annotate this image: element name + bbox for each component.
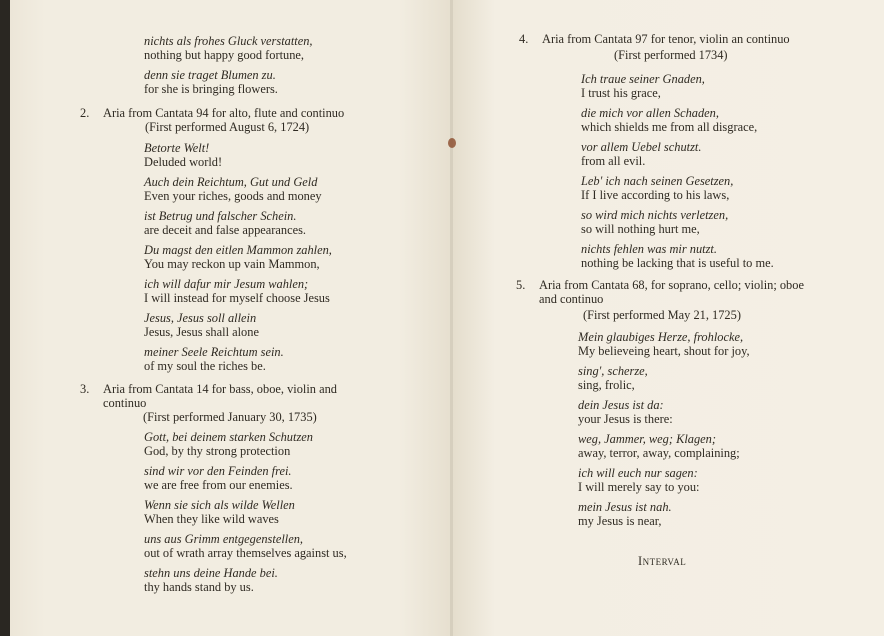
english-line: God, by thy strong protection bbox=[144, 444, 291, 458]
aria-2-heading bbox=[80, 106, 403, 134]
stanza bbox=[578, 330, 868, 358]
english-line: my Jesus is near, bbox=[578, 514, 662, 528]
staple-stain bbox=[448, 138, 456, 148]
stanza bbox=[581, 174, 871, 202]
english-line: for she is bringing flowers. bbox=[144, 82, 278, 96]
german-line: Wenn sie sich als wilde Wellen bbox=[144, 498, 295, 512]
aria-3-heading bbox=[80, 382, 403, 424]
performance-date: (First performed 1734) bbox=[614, 48, 728, 62]
aria-title: Aria from Cantata 97 for tenor, violin an continuo bbox=[542, 32, 790, 46]
english-line: Jesus, Jesus shall alone bbox=[144, 325, 259, 339]
stanza bbox=[581, 72, 871, 100]
aria-title-line-2: continuo bbox=[103, 396, 147, 410]
english-line: sing, frolic, bbox=[578, 378, 635, 392]
german-line: denn sie traget Blumen zu. bbox=[144, 68, 276, 82]
aria-4-heading bbox=[519, 32, 842, 62]
english-line: nothing be lacking that is useful to me. bbox=[581, 256, 774, 270]
stanza bbox=[581, 140, 871, 168]
german-line: vor allem Uebel schutzt. bbox=[581, 140, 702, 154]
english-line: I will instead for myself choose Jesus bbox=[144, 291, 330, 305]
german-line: mein Jesus ist nah. bbox=[578, 500, 672, 514]
english-line: your Jesus is there: bbox=[578, 412, 673, 426]
german-line: nichts fehlen was mir nutzt. bbox=[581, 242, 717, 256]
aria-title-line-1: Aria from Cantata 14 for bass, oboe, violin and bbox=[103, 382, 337, 396]
stanza bbox=[144, 430, 434, 458]
german-line: Jesus, Jesus soll allein bbox=[144, 311, 257, 325]
stanza bbox=[578, 500, 868, 528]
english-line: You may reckon up vain Mammon, bbox=[144, 257, 320, 271]
aria-number: 5. bbox=[516, 278, 526, 292]
english-line: thy hands stand by us. bbox=[144, 580, 254, 594]
english-line: which shields me from all disgrace, bbox=[581, 120, 758, 134]
german-line: sind wir vor den Feinden frei. bbox=[144, 464, 292, 478]
aria-title: Aria from Cantata 94 for alto, flute and continuo bbox=[103, 106, 345, 120]
german-line: ich will dafur mir Jesum wahlen; bbox=[144, 277, 309, 291]
german-line: Ich traue seiner Gnaden, bbox=[581, 72, 705, 86]
german-line: so wird mich nichts verletzen, bbox=[581, 208, 729, 222]
stanza bbox=[144, 345, 434, 373]
german-line: dein Jesus ist da: bbox=[578, 398, 664, 412]
aria-number: 4. bbox=[519, 32, 529, 46]
stanza bbox=[144, 566, 434, 594]
performance-date: (First performed August 6, 1724) bbox=[145, 120, 310, 134]
english-line: I will merely say to you: bbox=[578, 480, 700, 494]
stanza bbox=[578, 466, 868, 494]
english-line: Deluded world! bbox=[144, 155, 223, 169]
stanza bbox=[144, 464, 434, 492]
aria-title-line-1: Aria from Cantata 68, for soprano, cello; violin; oboe bbox=[539, 278, 804, 292]
german-line: Auch dein Reichtum, Gut und Geld bbox=[144, 175, 318, 189]
stanza bbox=[144, 498, 434, 526]
german-line: sing', scherze, bbox=[578, 364, 648, 378]
english-line: out of wrath array themselves against us, bbox=[144, 546, 347, 560]
english-line: If I live according to his laws, bbox=[581, 188, 730, 202]
german-line: uns aus Grimm entgegenstellen, bbox=[144, 532, 303, 546]
aria-title-line-2: and continuo bbox=[539, 292, 604, 306]
english-line: from all evil. bbox=[581, 154, 646, 168]
german-line: meiner Seele Reichtum sein. bbox=[144, 345, 284, 359]
english-line: Even your riches, goods and money bbox=[144, 189, 322, 203]
english-line: My believeing heart, shout for joy, bbox=[578, 344, 750, 358]
aria-5-heading bbox=[516, 278, 839, 322]
stanza bbox=[144, 277, 434, 305]
stanza bbox=[581, 106, 871, 134]
aria-2-stanzas bbox=[144, 141, 434, 379]
stanza bbox=[144, 141, 434, 169]
german-line: die mich vor allen Schaden, bbox=[581, 106, 719, 120]
english-line: When they like wild waves bbox=[144, 512, 279, 526]
aria-number: 2. bbox=[80, 106, 90, 120]
german-line: Leb' ich nach seinen Gesetzen, bbox=[581, 174, 734, 188]
performance-date: (First performed May 21, 1725) bbox=[583, 308, 741, 322]
stanza bbox=[578, 364, 868, 392]
german-line: Gott, bei deinem starken Schutzen bbox=[144, 430, 313, 444]
german-line: stehn uns deine Hande bei. bbox=[144, 566, 278, 580]
english-line: away, terror, away, complaining; bbox=[578, 446, 740, 460]
english-line: we are free from our enemies. bbox=[144, 478, 293, 492]
english-line: nothing but happy good fortune, bbox=[144, 48, 305, 62]
book-gutter bbox=[450, 0, 453, 636]
english-line: so will nothing hurt me, bbox=[581, 222, 700, 236]
aria-3-stanzas bbox=[144, 430, 434, 600]
stanza bbox=[581, 242, 871, 270]
intro-stanzas bbox=[144, 34, 444, 102]
stanza bbox=[578, 432, 868, 460]
german-line: nichts als frohes Gluck verstatten, bbox=[144, 34, 313, 48]
aria-4-stanzas bbox=[581, 72, 871, 276]
english-line: of my soul the riches be. bbox=[144, 359, 266, 373]
english-line: are deceit and false appearances. bbox=[144, 223, 307, 237]
stanza bbox=[581, 208, 871, 236]
stanza bbox=[144, 243, 434, 271]
german-line: Du magst den eitlen Mammon zahlen, bbox=[144, 243, 332, 257]
performance-date: (First performed January 30, 1735) bbox=[143, 410, 317, 424]
stanza bbox=[144, 68, 444, 96]
stanza bbox=[578, 398, 868, 426]
stanza bbox=[144, 175, 434, 203]
aria-number: 3. bbox=[80, 382, 90, 396]
stanza bbox=[144, 311, 434, 339]
stanza bbox=[144, 532, 434, 560]
stanza bbox=[144, 34, 444, 62]
stanza bbox=[144, 209, 434, 237]
english-line: I trust his grace, bbox=[581, 86, 661, 100]
german-line: Betorte Welt! bbox=[144, 141, 210, 155]
german-line: ist Betrug und falscher Schein. bbox=[144, 209, 297, 223]
german-line: Mein glaubiges Herze, frohlocke, bbox=[578, 330, 744, 344]
german-line: ich will euch nur sagen: bbox=[578, 466, 698, 480]
aria-5-stanzas bbox=[578, 330, 868, 534]
german-line: weg, Jammer, weg; Klagen; bbox=[578, 432, 716, 446]
interval-label: Interval bbox=[638, 554, 687, 568]
